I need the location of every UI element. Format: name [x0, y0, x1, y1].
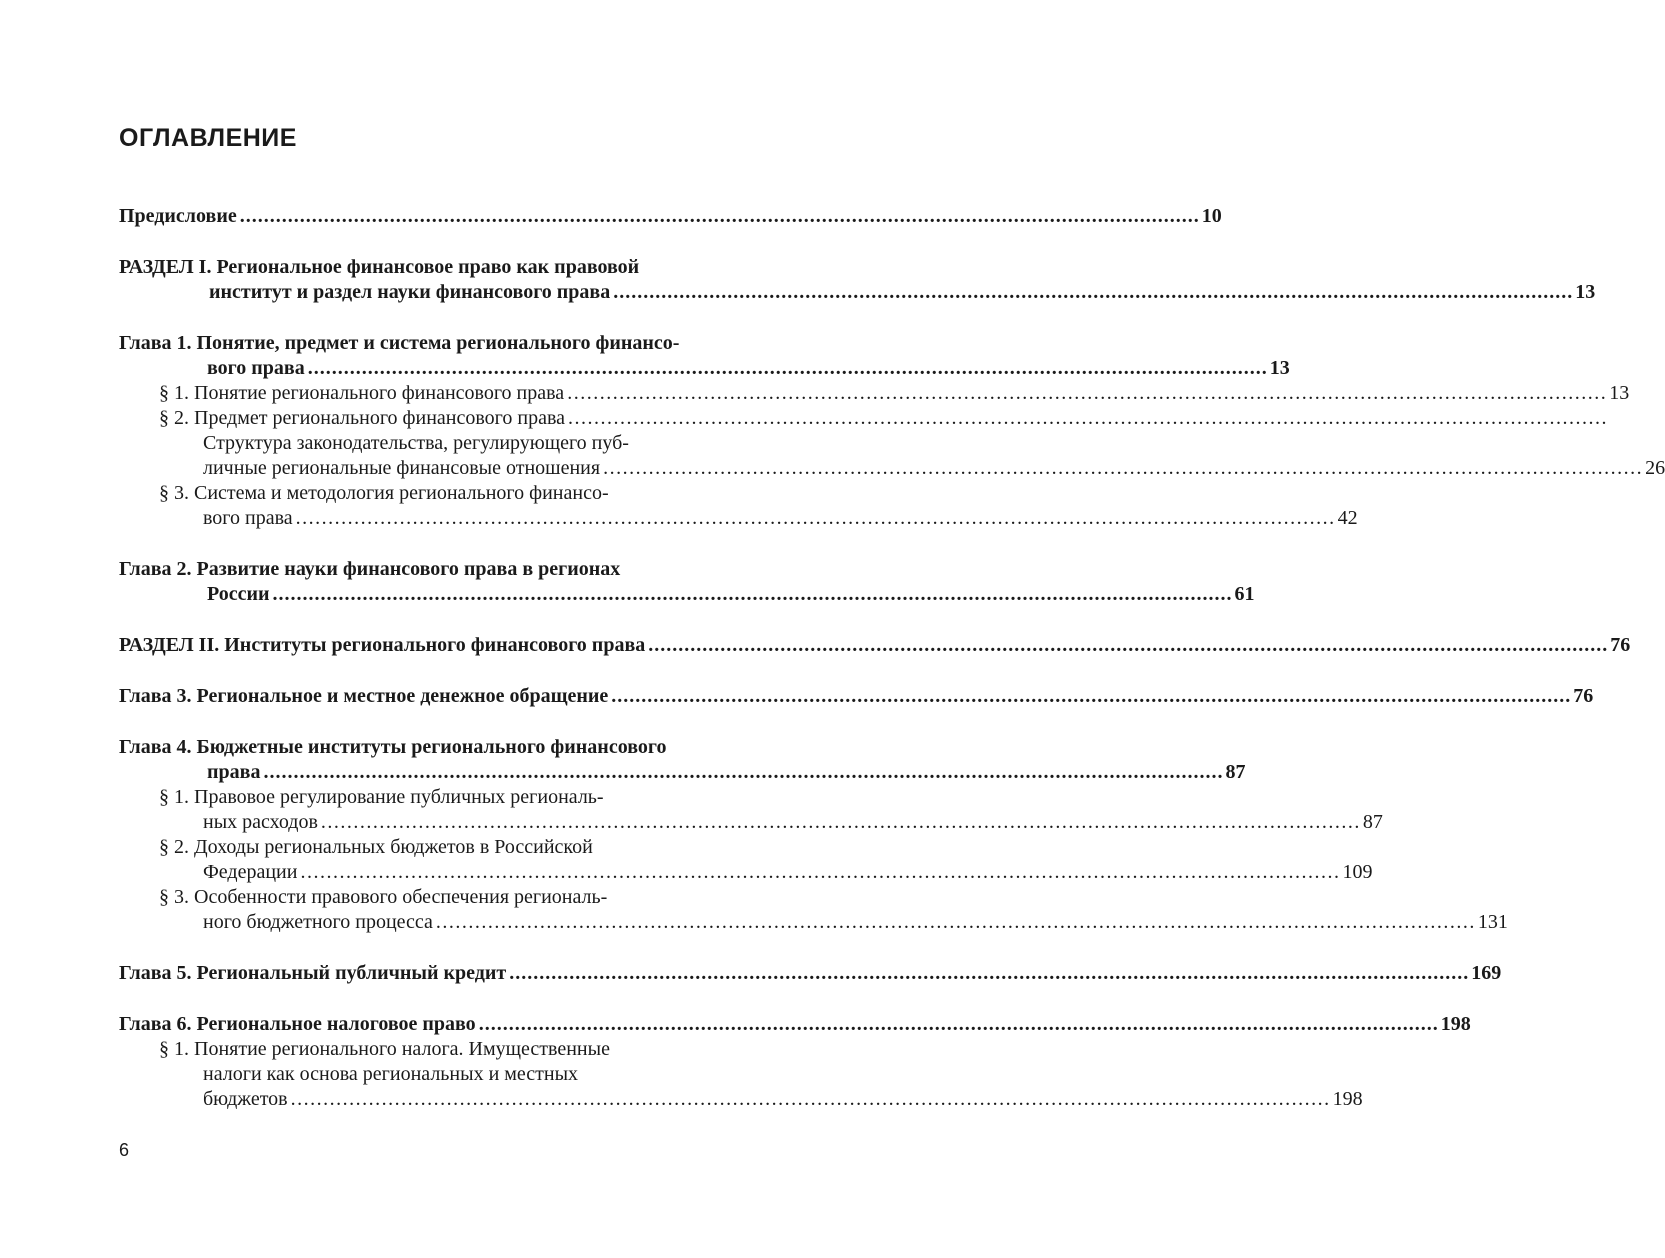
entry-page: 87: [1225, 761, 1246, 783]
entry-page: 76: [1573, 685, 1594, 707]
toc-entry-part-1[interactable]: [119, 255, 1596, 305]
leader-dots: ................................................................................................................................................................: [611, 685, 1572, 707]
toc-entry-ch6-sec-1[interactable]: [119, 1037, 1363, 1112]
leader-dots: ................................................................................................................................................................: [568, 407, 1609, 429]
page-number: 6: [119, 1140, 130, 1160]
entry-text-cont: институт и раздел науки финансового права: [209, 281, 611, 303]
entry-text: Глава 5. Региональный публичный кредит: [119, 962, 507, 984]
entry-page: 13: [1269, 357, 1290, 379]
toc-entry-chapter-1[interactable]: [119, 331, 1290, 381]
leader-dots: ................................................................................................................................................................: [272, 583, 1233, 605]
toc-entry-chapter-3[interactable]: [119, 684, 1594, 709]
toc-entry-chapter-5[interactable]: [119, 961, 1502, 986]
entry-text-cont: налоги как основа региональных и местных: [203, 1063, 579, 1085]
entry-text-cont: Структура законодательства, регулирующего пуб-: [203, 432, 629, 454]
leader-dots: ................................................................................................................................................................: [567, 382, 1608, 404]
leader-dots: ................................................................................................................................................................: [613, 281, 1574, 303]
toc-entry-ch4-sec-1[interactable]: [119, 785, 1383, 835]
leader-dots: ................................................................................................................................................................: [300, 861, 1341, 883]
entry-text: § 3. Система и методология регионального финансо-: [159, 482, 609, 504]
entry-page: 13: [1609, 382, 1630, 404]
leader-dots: ................................................................................................................................................................: [320, 811, 1361, 833]
entry-text: § 2. Доходы региональных бюджетов в Российской: [159, 836, 593, 858]
toc-entry-ch1-sec-2[interactable]: [119, 406, 1665, 481]
toc-entry-part-2[interactable]: [119, 633, 1631, 658]
toc-entry-chapter-4[interactable]: [119, 735, 1246, 785]
entry-text-cont: бюджетов: [203, 1088, 288, 1110]
entry-page: 13: [1575, 281, 1596, 303]
entry-text: РАЗДЕЛ I. Региональное финансовое право как правовой: [119, 256, 640, 278]
entry-text: Глава 2. Развитие науки финансового права в регионах: [119, 558, 621, 580]
entry-text: § 2. Предмет регионального финансового права: [159, 407, 566, 429]
leader-dots: ................................................................................................................................................................: [435, 911, 1476, 933]
page-title: ОГЛАВЛЕНИЕ: [119, 124, 297, 152]
entry-text: Глава 6. Региональное налоговое право: [119, 1013, 476, 1035]
toc-entry-ch1-sec-3[interactable]: [119, 481, 1358, 531]
entry-text: РАЗДЕЛ II. Институты регионального финансового права: [119, 634, 646, 656]
table-of-contents: [119, 204, 1665, 1112]
leader-dots: ................................................................................................................................................................: [648, 634, 1609, 656]
entry-text-cont: вого права: [207, 357, 305, 379]
entry-text: § 1. Правовое регулирование публичных региональ-: [159, 786, 604, 808]
entry-text: § 1. Понятие регионального налога. Имущественные: [159, 1038, 610, 1060]
entry-text: Глава 3. Региональное и местное денежное обращение: [119, 685, 609, 707]
entry-page: 198: [1332, 1088, 1363, 1110]
entry-page: 61: [1234, 583, 1255, 605]
toc-entry-chapter-2[interactable]: [119, 557, 1255, 607]
entry-page: 198: [1440, 1013, 1471, 1035]
leader-dots: ................................................................................................................................................................: [478, 1013, 1439, 1035]
entry-text-cont: ного бюджетного процесса: [203, 911, 433, 933]
entry-page: 131: [1477, 911, 1508, 933]
toc-entry-ch4-sec-3[interactable]: [119, 885, 1508, 935]
toc-entry-ch4-sec-2[interactable]: [119, 835, 1373, 885]
entry-text-cont: права: [207, 761, 261, 783]
leader-dots: ................................................................................................................................................................: [509, 962, 1470, 984]
entry-text: Глава 1. Понятие, предмет и система регионального финансо-: [119, 332, 680, 354]
leader-dots: ................................................................................................................................................................: [263, 761, 1224, 783]
entry-text-cont: России: [207, 583, 270, 605]
entry-text: Предисловие: [119, 205, 237, 227]
entry-text: Глава 4. Бюджетные институты регионального финансового: [119, 736, 667, 758]
entry-text-cont: Федерации: [203, 861, 298, 883]
entry-page: 87: [1362, 811, 1383, 833]
leader-dots: ................................................................................................................................................................: [290, 1088, 1331, 1110]
entry-text-cont: ных расходов: [203, 811, 318, 833]
entry-page: 169: [1471, 962, 1502, 984]
leader-dots: ................................................................................................................................................................: [239, 205, 1200, 227]
toc-entry-preface[interactable]: [119, 204, 1222, 229]
entry-page: 109: [1342, 861, 1373, 883]
entry-page: 42: [1337, 507, 1358, 529]
toc-entry-ch1-sec-1[interactable]: [119, 381, 1630, 406]
entry-text-cont: вого права: [203, 507, 293, 529]
entry-text-cont: личные региональные финансовые отношения: [203, 457, 601, 479]
leader-dots: ................................................................................................................................................................: [295, 507, 1336, 529]
entry-page: 10: [1201, 205, 1222, 227]
leader-dots: ................................................................................................................................................................: [603, 457, 1644, 479]
entry-text: § 3. Особенности правового обеспечения региональ-: [159, 886, 608, 908]
toc-entry-chapter-6[interactable]: [119, 1012, 1471, 1037]
leader-dots: ................................................................................................................................................................: [307, 357, 1268, 379]
entry-page: 76: [1610, 634, 1631, 656]
entry-page: 26: [1645, 457, 1665, 479]
entry-text: § 1. Понятие регионального финансового права: [159, 382, 565, 404]
